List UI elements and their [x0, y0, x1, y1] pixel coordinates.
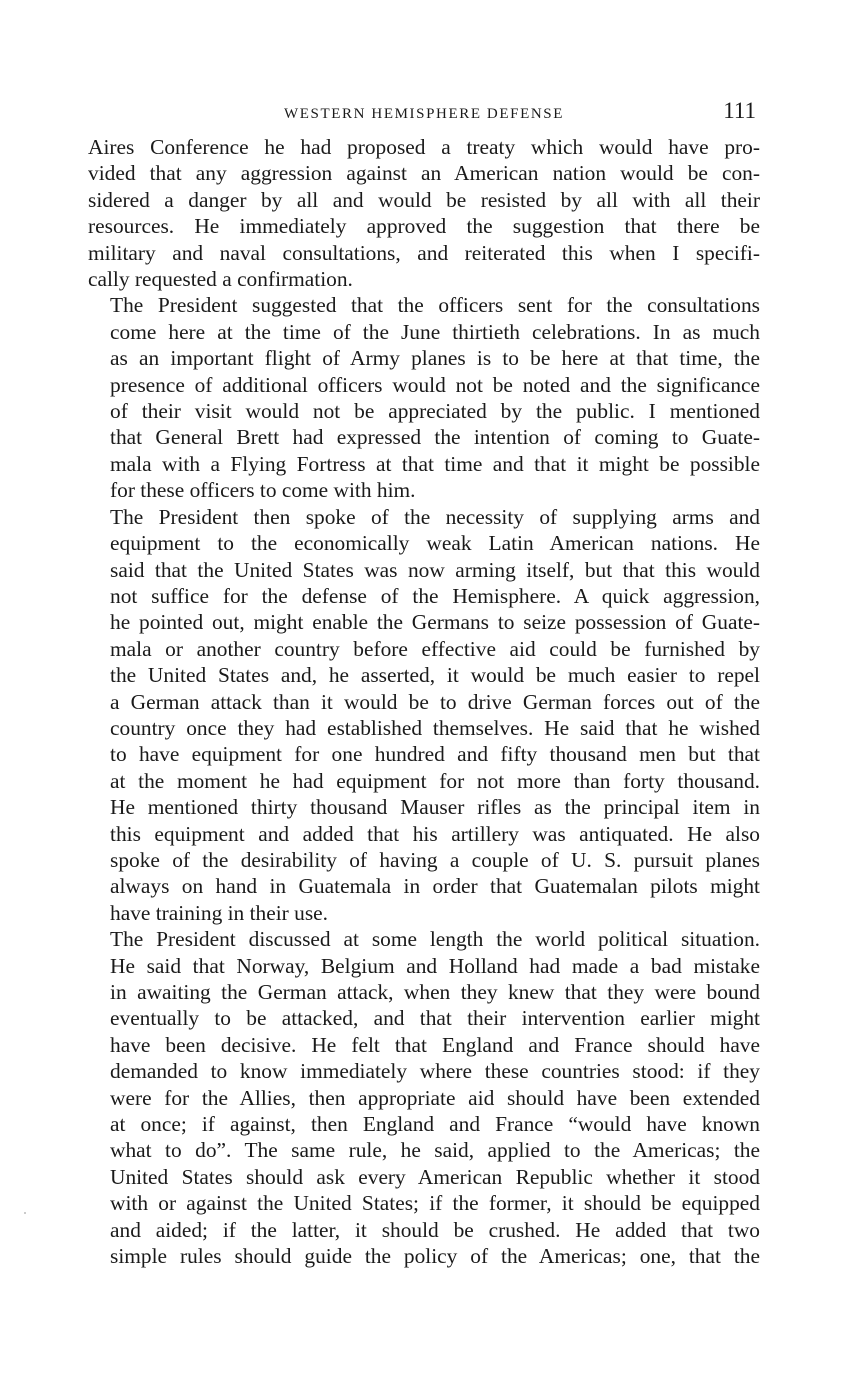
text-line: sidered a danger by all and would be resisted by all with all their — [88, 187, 760, 212]
text-line: He mentioned thirty thousand Mauser rifles as the principal item in — [110, 795, 760, 820]
text-line: He said that Norway, Belgium and Holland had made a bad mistake — [110, 953, 760, 978]
text-line: with or against the United States; if the former, it should be equipped — [110, 1191, 760, 1216]
text-line: that General Brett had expressed the intention of coming to Guate- — [110, 425, 760, 450]
running-header — [88, 98, 760, 134]
running-title: WESTERN HEMISPHERE DEFENSE — [284, 106, 564, 122]
body-text — [88, 134, 760, 1269]
text-line: The President suggested that the officers sent for the consultations — [110, 293, 760, 318]
document-page — [88, 98, 760, 1269]
text-line: resources. He immediately approved the suggestion that there be — [88, 214, 760, 239]
text-line: eventually to be attacked, and that their intervention earlier might — [110, 1006, 760, 1031]
text-line: what to do”. The same rule, he said, applied to the Americas; the — [110, 1138, 760, 1163]
text-line: demanded to know immediately where these countries stood: if they — [110, 1059, 760, 1084]
scan-speck — [24, 1212, 26, 1214]
text-line: of their visit would not be appreciated by the public. I mentioned — [110, 399, 760, 424]
text-line: as an important flight of Army planes is to be here at that time, the — [110, 346, 760, 371]
text-line: simple rules should guide the policy of the Americas; one, that the — [110, 1244, 760, 1269]
text-line: spoke of the desirability of having a couple of U. S. pursuit planes — [110, 847, 760, 872]
text-line: military and naval consultations, and reiterated this when I specifi- — [88, 240, 760, 265]
text-line: country once they had established themselves. He said that he wished — [110, 715, 760, 740]
paragraph-3 — [88, 504, 760, 927]
text-line: said that the United States was now arming itself, but that this would — [110, 557, 760, 582]
paragraph-1 — [88, 134, 760, 292]
text-line: at the moment he had equipment for not more than forty thousand. — [110, 768, 760, 793]
text-line: not suffice for the defense of the Hemisphere. A quick aggression, — [110, 583, 760, 608]
text-line: to have equipment for one hundred and fifty thousand men but that — [110, 742, 760, 767]
text-line: and aided; if the latter, it should be crushed. He added that two — [110, 1217, 760, 1242]
text-line: mala or another country before effective aid could be furnished by — [110, 636, 760, 661]
text-line: have training in their use. — [110, 900, 329, 925]
text-line: presence of additional officers would not be noted and the significance — [110, 372, 760, 397]
text-line: this equipment and added that his artillery was antiquated. He also — [110, 821, 760, 846]
text-line: cally requested a confirmation. — [88, 267, 353, 292]
text-line: The President then spoke of the necessity of supplying arms and — [110, 504, 760, 529]
page-number: 111 — [723, 98, 756, 123]
text-line: a German attack than it would be to drive German forces out of the — [110, 689, 760, 714]
text-line: Aires Conference he had proposed a treaty which would have pro- — [88, 135, 760, 159]
text-line: vided that any aggression against an American nation would be con- — [88, 161, 760, 186]
paragraph-4 — [88, 926, 760, 1269]
text-line: mala with a Flying Fortress at that time and that it might be possible — [110, 451, 760, 476]
text-line: have been decisive. He felt that England and France should have — [110, 1032, 760, 1057]
text-line: always on hand in Guatemala in order that Guatemalan pilots might — [110, 874, 760, 899]
text-line: he pointed out, might enable the Germans to seize possession of Guate- — [110, 610, 760, 635]
text-line: United States should ask every American Republic whether it stood — [110, 1164, 760, 1189]
text-line: in awaiting the German attack, when they knew that they were bound — [110, 980, 760, 1004]
text-line: the United States and, he asserted, it would be much easier to repel — [110, 663, 760, 688]
text-line: for these officers to come with him. — [110, 478, 416, 503]
text-line: at once; if against, then England and France “would have known — [110, 1112, 760, 1137]
text-line: equipment to the economically weak Latin American nations. He — [110, 531, 760, 556]
text-line: come here at the time of the June thirtieth celebrations. In as much — [110, 319, 760, 344]
text-line: were for the Allies, then appropriate aid should have been extended — [110, 1085, 760, 1110]
text-line: The President discussed at some length the world political situation. — [110, 927, 760, 952]
paragraph-2 — [88, 292, 760, 503]
